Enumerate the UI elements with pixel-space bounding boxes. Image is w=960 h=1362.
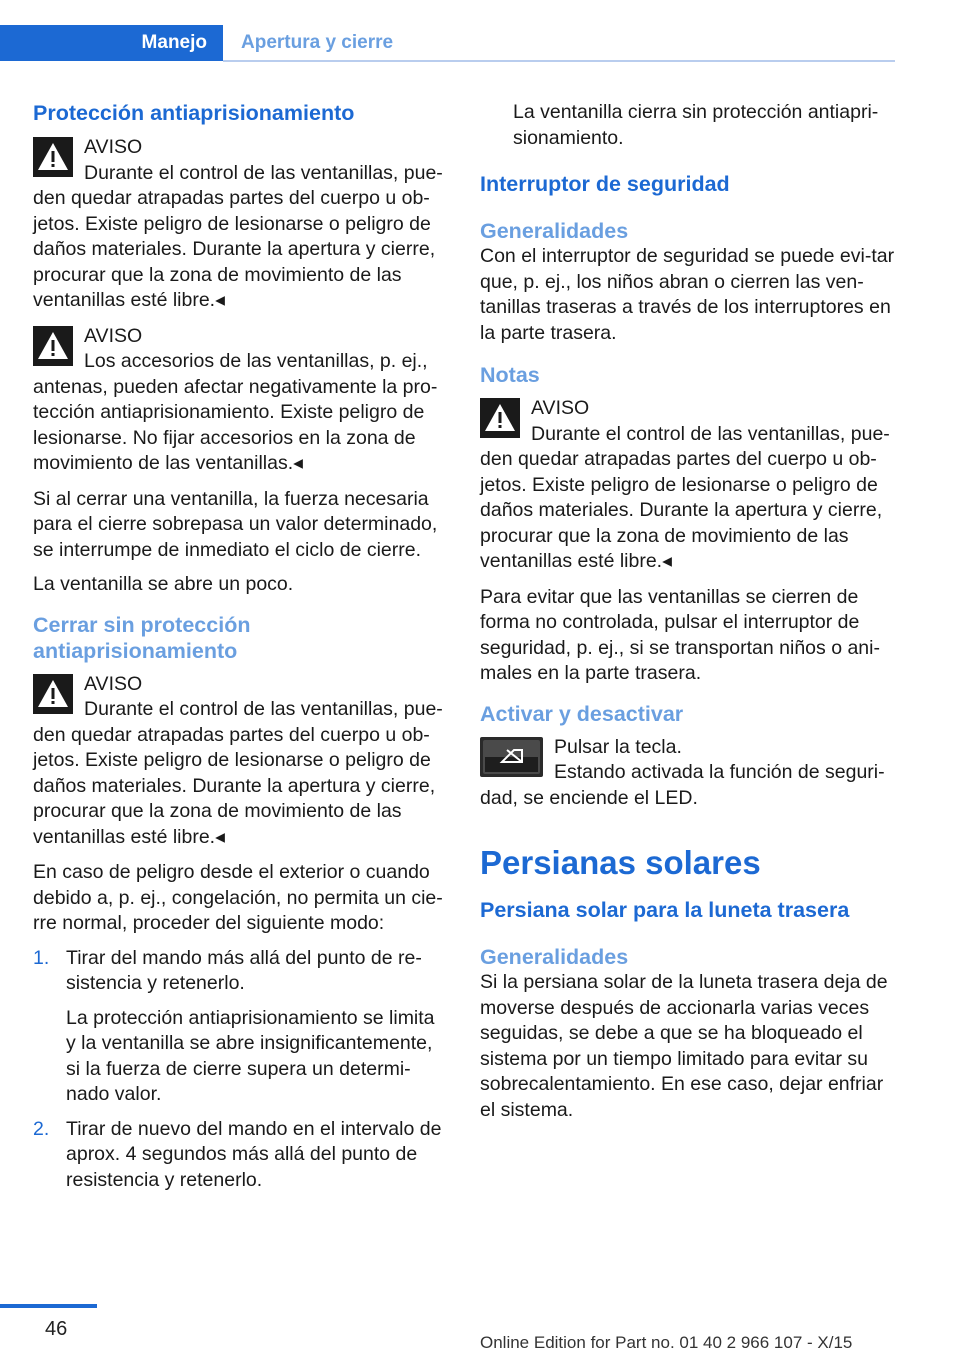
- warning-icon: [33, 326, 73, 366]
- paragraph: La ventanilla se abre un poco.: [33, 573, 294, 595]
- warning-icon: [33, 137, 73, 177]
- list-item: [33, 1117, 448, 1194]
- step-text: Tirar de nuevo del mando en el intervalo de aprox. 4 segundos más allá del punto de resistencia y retenerlo.: [66, 1117, 442, 1191]
- subsection-title-generalidades: Generalidades: [480, 945, 629, 969]
- warning-block: [33, 135, 448, 314]
- page-header: [0, 25, 895, 61]
- warning-title: AVISO: [84, 672, 143, 695]
- paragraph: Si al cerrar una ventanilla, la fuerza necesaria para el cierre sobrepasa un valor determinado, se interrumpe de inmediato el ciclo de cierre.: [33, 487, 438, 561]
- warning-block: [33, 324, 448, 477]
- section-title-proteccion: Protección antiaprisionamiento: [33, 101, 355, 125]
- chapter-title: Persianas solares: [480, 844, 761, 881]
- warning-block: [33, 672, 448, 851]
- key-description: Estando activada la función de seguri-dad, se enciende el LED.: [480, 761, 885, 809]
- paragraph: Con el interruptor de seguridad se puede evi-tar que, p. ej., los niños abran o cierren las ven-tanillas traseras a través de los interruptores en la parte trasera.: [480, 245, 895, 344]
- warning-title: AVISO: [84, 136, 143, 158]
- steps-list: [33, 946, 448, 1194]
- warning-block: [480, 396, 895, 575]
- list-item: [33, 946, 448, 1108]
- step-number: 1.: [33, 946, 50, 969]
- warning-title: AVISO: [84, 324, 143, 347]
- subsection-title-activar: Activar y desactivar: [480, 701, 684, 726]
- paragraph: En caso de peligro desde el exterior o cuando debido a, p. ej., congelación, no permita un cie-rre normal, proceder del siguiente modo:: [33, 861, 443, 934]
- page-number: 46: [45, 1318, 68, 1340]
- tab-manejo[interactable]: Manejo: [0, 25, 223, 61]
- header-divider: [223, 60, 895, 62]
- subsection-title-cerrar: Cerrar sin protección antiaprisionamiento: [33, 612, 251, 663]
- key-instruction: Pulsar la tecla.: [554, 735, 682, 758]
- footer-divider: [0, 1304, 97, 1308]
- warning-text: Durante el control de las ventanillas, pue-den quedar atrapadas partes del cuerpo u ob-jetos. Existe peligro de lesionarse o peligro de daños materiales. Durante la apertura y cierre, procurar que la zona de movimiento de las ventanillas esté libre.◂: [33, 698, 443, 848]
- left-column: [33, 100, 448, 1202]
- tab-apertura-y-cierre[interactable]: Apertura y cierre: [241, 32, 394, 53]
- step-text: Tirar del mando más allá del punto de re-sistencia y retenerlo.: [66, 946, 422, 994]
- warning-text: Durante el control de las ventanillas, pue-den quedar atrapadas partes del cuerpo u ob-jetos. Existe peligro de lesionarse o peligro de daños materiales. Durante la apertura y cierre, procurar que la zona de movimiento de las ventanillas esté libre.◂: [480, 422, 890, 572]
- step-subtext: La protección antiaprisionamiento se limita y la ventanilla se abre insignificantemente, si la fuerza de cierre supera un determi-nado valor.: [66, 1006, 435, 1105]
- warning-title: AVISO: [531, 397, 590, 419]
- warning-text: Los accesorios de las ventanillas, p. ej., antenas, pueden afectar negativamente la pro-tección antiaprisionamiento. Existe peligro de lesionarse. No fijar accesorios en la zona de movimiento de las ventanillas.◂: [33, 350, 438, 474]
- subsection-title-notas: Notas: [480, 363, 540, 387]
- paragraph: Para evitar que las ventanillas se cierren de forma no controlada, pulsar el interruptor de seguridad, p. ej., si se transportan niños o ani-males en la parte trasera.: [480, 585, 880, 684]
- warning-icon: [480, 398, 520, 438]
- warning-icon: [33, 674, 73, 714]
- section-title-interruptor: Interruptor de seguridad: [480, 172, 730, 196]
- paragraph: Si la persiana solar de la luneta trasera deja de moverse después de accionarla varias veces seguidas, se debe a que se ha bloqueado el sistema por un tiempo limitado para evitar su sobrecalentamiento. En ese caso, dejar enfriar el sistema.: [480, 971, 888, 1121]
- right-column: [480, 100, 895, 1132]
- safety-switch-key-icon: [480, 737, 543, 777]
- key-block: [480, 735, 895, 812]
- continued-text: La ventanilla cierra sin protección antiapri-sionamiento.: [513, 101, 879, 149]
- subsection-title-generalidades: Generalidades: [480, 219, 629, 243]
- warning-text: Durante el control de las ventanillas, pue-den quedar atrapadas partes del cuerpo u ob-jetos. Existe peligro de lesionarse o peligro de daños materiales. Durante la apertura y cierre, procurar que la zona de movimiento de las ventanillas esté libre.◂: [33, 161, 443, 311]
- section-title-persiana: Persiana solar para la luneta trasera: [480, 898, 850, 922]
- edition-text: Online Edition for Part no. 01 40 2 966 107 - X/15: [480, 1333, 853, 1352]
- step-number: 2.: [33, 1117, 50, 1140]
